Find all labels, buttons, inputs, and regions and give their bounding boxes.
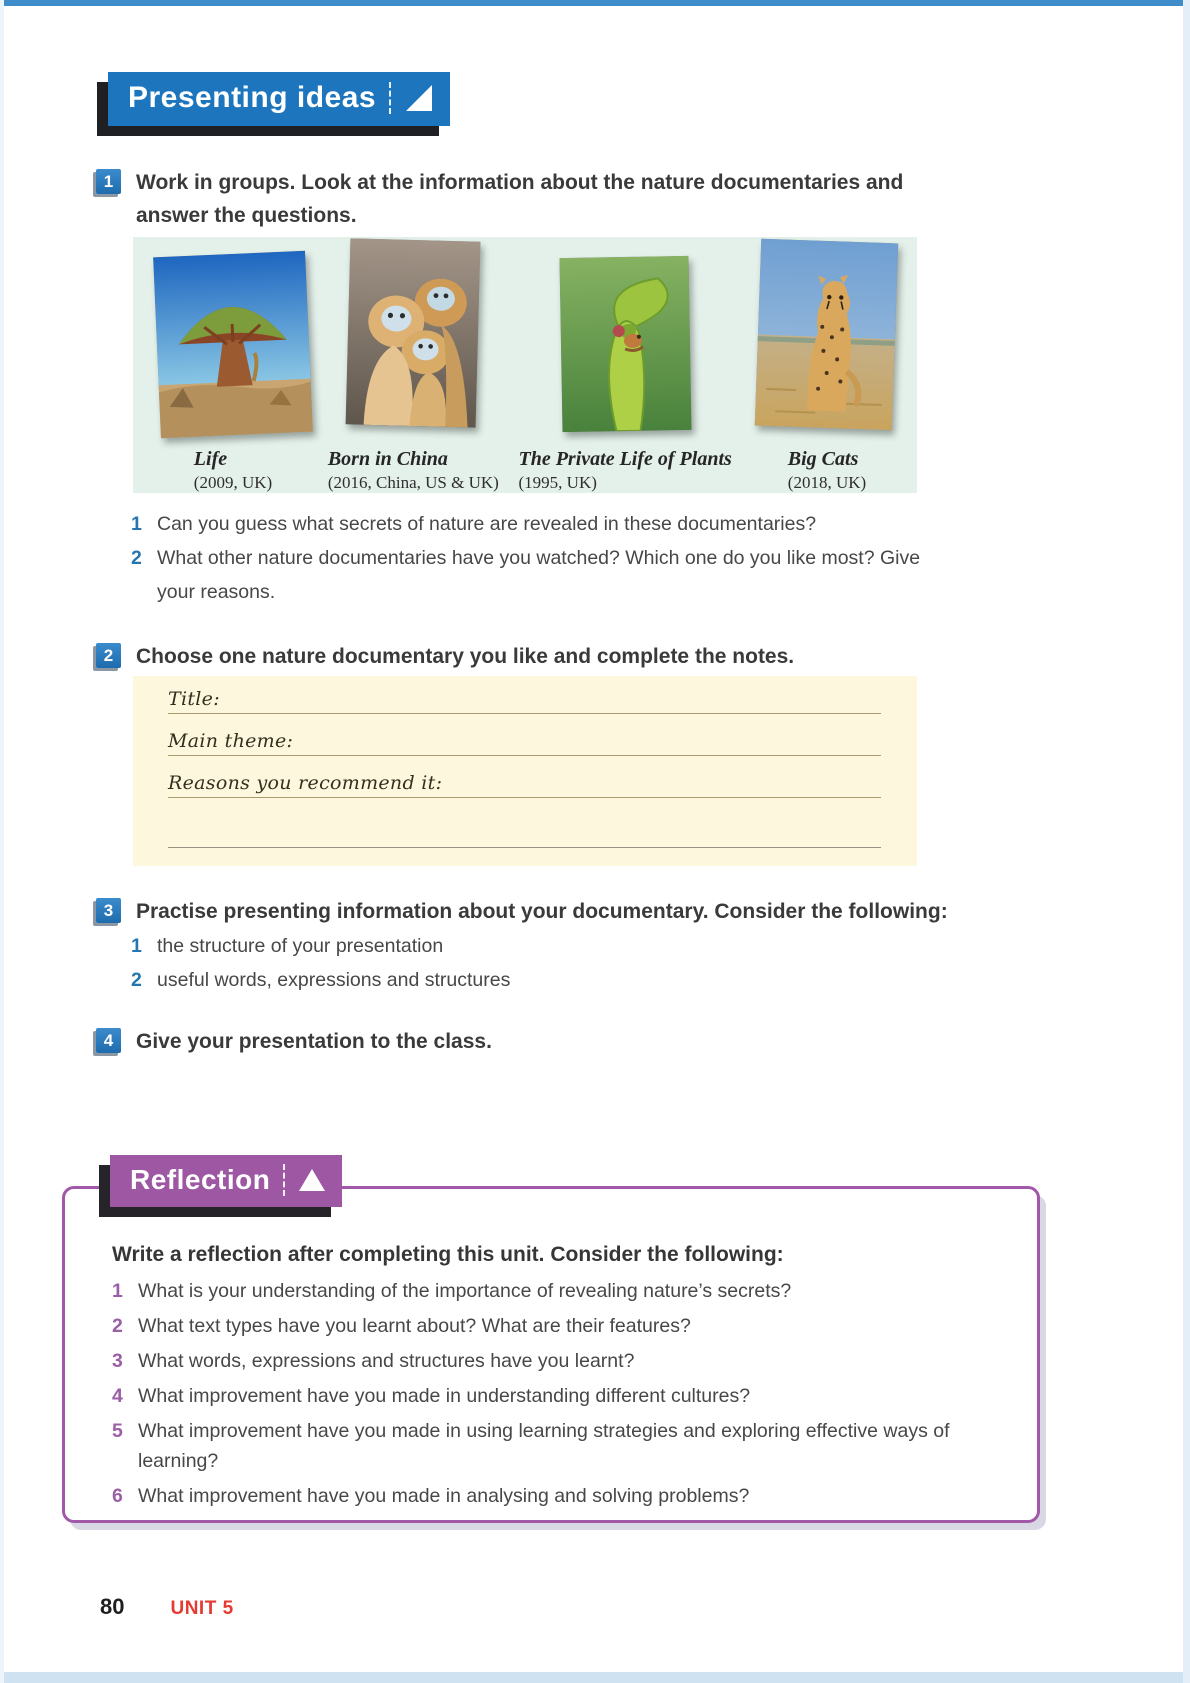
- born-in-china-photo: [346, 238, 481, 427]
- question-number: 3: [112, 1349, 123, 1372]
- documentary-title: The Private Life of Plants: [518, 448, 732, 470]
- note-field-extra-line[interactable]: [168, 820, 881, 848]
- reflection-question: [112, 1416, 972, 1477]
- question-text: What is your understanding of the importance of revealing nature’s secrets?: [138, 1280, 792, 1302]
- question-number: 2: [112, 1314, 123, 1337]
- activity-3-items: [131, 929, 831, 997]
- documentary-info: (1995, UK): [518, 473, 597, 492]
- item-number: 2: [131, 969, 142, 992]
- page-footer: [100, 1594, 234, 1620]
- item-number: 1: [131, 935, 142, 957]
- photo-holder: [327, 237, 499, 442]
- note-field-reasons[interactable]: [168, 770, 881, 798]
- life-photo-illustration: [153, 251, 313, 438]
- big-cats-photo-illustration: [755, 239, 898, 431]
- documentary-title: Big Cats: [787, 448, 859, 470]
- question-text: What words, expressions and structures have you learnt?: [138, 1349, 635, 1372]
- flag-triangle-icon: [404, 83, 434, 113]
- activity-1-instruction: Work in groups. Look at the information about the nature documentaries and answer the questions.: [136, 171, 904, 227]
- question-text: What text types have you learnt about? What are their features?: [138, 1314, 691, 1337]
- page-edge-top: [0, 0, 1190, 6]
- activity-3: [96, 896, 1036, 929]
- page-edge-left: [0, 0, 4, 1683]
- big-cats-caption: [788, 442, 866, 493]
- reflection-question: [112, 1346, 972, 1376]
- documentary-info: (2018, UK): [787, 473, 867, 492]
- reflection-intro: Write a reflection after completing this unit. Consider the following:: [112, 1243, 784, 1266]
- activity-1-questions: [131, 507, 957, 609]
- question-text: What improvement have you made in understanding different cultures?: [138, 1384, 751, 1407]
- documentary-private-life-of-plants: [508, 237, 743, 493]
- question-row: [131, 507, 957, 541]
- activity-1-badge: 1: [96, 169, 121, 194]
- life-caption: [194, 442, 272, 493]
- activity-3-instruction: Practise presenting information about your documentary. Consider the following:: [136, 900, 948, 923]
- documentary-title: Born in China: [327, 448, 448, 470]
- item-text: useful words, expressions and structures: [157, 969, 511, 992]
- reflection-content: [112, 1243, 972, 1516]
- question-text: What improvement have you made in analysing and solving problems?: [138, 1484, 750, 1507]
- activity-1: [96, 167, 981, 232]
- question-text: What other nature documentaries have you watched? Which one do you like most? Give your reasons.: [157, 547, 921, 604]
- documentary-born-in-china: [327, 237, 499, 493]
- note-field-title[interactable]: [168, 686, 881, 714]
- reflection-question: [112, 1481, 972, 1511]
- born-in-china-photo-illustration: [346, 238, 481, 427]
- plants-caption: [519, 442, 732, 493]
- private-life-of-plants-photo: [559, 256, 691, 432]
- triangle-up-icon: [298, 1167, 326, 1193]
- reflection-question: [112, 1311, 972, 1341]
- big-cats-photo: [755, 239, 898, 431]
- activity-3-badge: 3: [96, 898, 121, 923]
- photo-holder: [508, 237, 743, 442]
- question-number: 5: [112, 1419, 123, 1442]
- photo-holder: [751, 237, 903, 442]
- photo-holder: [147, 237, 319, 442]
- activity-2-badge: 2: [96, 643, 121, 668]
- question-number: 1: [131, 513, 142, 535]
- banner-dashed-divider: [389, 82, 391, 114]
- question-text: What improvement have you made in using learning strategies and exploring effective ways of learning?: [138, 1419, 950, 1473]
- documentary-title: Life: [193, 448, 228, 470]
- consider-item: [131, 929, 831, 963]
- documentary-info: (2016, China, US & UK): [327, 473, 499, 492]
- documentary-big-cats: [751, 237, 903, 493]
- note-field-main-theme[interactable]: [168, 728, 881, 756]
- documentary-photo-strip: [133, 237, 917, 493]
- documentary-info: (2009, UK): [193, 473, 273, 492]
- question-number: 4: [112, 1384, 123, 1407]
- question-number: 6: [112, 1484, 123, 1507]
- question-number: 1: [112, 1280, 123, 1302]
- question-row: [131, 541, 957, 609]
- born-in-china-caption: [328, 442, 499, 493]
- question-text: Can you guess what secrets of nature are revealed in these documentaries?: [157, 513, 817, 535]
- activity-2-instruction: Choose one nature documentary you like and complete the notes.: [136, 645, 795, 668]
- presenting-ideas-title: Presenting ideas: [128, 81, 377, 114]
- item-text: the structure of your presentation: [157, 935, 444, 957]
- reflection-title: Reflection: [130, 1164, 271, 1195]
- activity-4-instruction: Give your presentation to the class.: [136, 1030, 492, 1053]
- page-number: 80: [100, 1594, 125, 1619]
- consider-item: [131, 963, 831, 997]
- documentary-life: [147, 237, 319, 493]
- reflection-banner: [110, 1155, 342, 1207]
- presenting-ideas-banner: [108, 72, 450, 126]
- notes-box: [133, 676, 917, 866]
- page-edge-right: [1183, 0, 1190, 1683]
- life-photo: [153, 251, 313, 438]
- note-field-label: Title:: [168, 688, 220, 710]
- note-field-label: Main theme:: [168, 730, 294, 752]
- note-field-label: Reasons you recommend it:: [168, 772, 443, 794]
- reflection-question: [112, 1276, 972, 1306]
- question-number: 2: [131, 547, 142, 570]
- page-edge-bottom: [0, 1672, 1190, 1683]
- activity-4-badge: 4: [96, 1028, 121, 1053]
- activity-2: [96, 641, 996, 674]
- banner-dashed-divider: [283, 1164, 285, 1196]
- unit-label: UNIT 5: [170, 1598, 234, 1619]
- plants-photo-illustration: [559, 256, 691, 432]
- activity-4: [96, 1026, 996, 1059]
- reflection-question: [112, 1381, 972, 1411]
